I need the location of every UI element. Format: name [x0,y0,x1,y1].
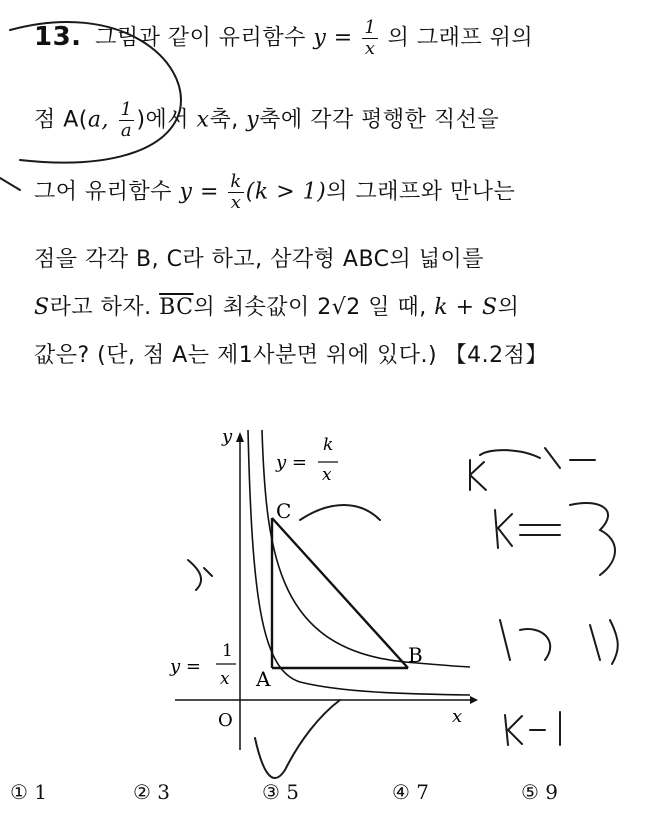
line3-fraction: $\frac{k}{x}$ [230,171,242,213]
line2-a-var: a, [87,107,109,133]
choice-4[interactable]: ④ 7 [392,780,430,804]
line2-text-b: )에서 [136,107,190,133]
point-a-label: A [256,667,271,691]
line2-x: x [196,107,210,133]
problem-line-3 [34,172,515,213]
line3-cond: (k > 1) [245,179,327,205]
line1-eq: y = [313,25,353,51]
curve-k-label-d: x [322,465,332,485]
graph-figure [0,400,646,820]
line1-text-a: 그림과 같이 유리함수 [95,25,306,51]
curve-k-label-prefix: y = [276,452,307,473]
x-axis-label: x [452,706,463,727]
line2-text-c: 축, [209,107,239,133]
y-axis-arrow [236,432,244,442]
line3-eq: y = [179,179,219,205]
curve-1-label-prefix: y = [170,656,201,677]
problem-line-5 [34,290,519,321]
line3-text-a: 그어 유리함수 [34,179,173,205]
point-b-label: B [408,643,423,667]
y-axis-label: y [222,426,233,447]
line5-expr: k + S [434,295,498,320]
line1-text-b: 의 그래프 위의 [387,25,534,51]
line5-text-a: 라고 하자. [49,295,152,320]
origin-label: O [218,710,233,731]
problem-line-6: 값은? (단, 점 A는 제1사분면 위에 있다.) 【4.2점】 [34,343,548,368]
line2-fraction: $\frac{1}{a}$ [120,99,133,141]
problem-line-2 [34,100,499,141]
curve-k-label-n: k [323,435,334,455]
line2-text-d: 축에 각각 평행한 직선을 [259,107,500,133]
scribble-mark-left [0,178,20,190]
line2-y: y [246,107,260,133]
line2-text-a: 점 A( [34,107,88,133]
problem-number: 13. [34,21,82,52]
line1-fraction: $\frac{1}{x}$ [364,17,377,59]
choice-2[interactable]: ② 3 [133,780,171,804]
line5-text-b: 의 최솟값이 2√2 일 때, [193,295,427,320]
segment-bc [272,518,408,668]
choice-3[interactable]: ③ 5 [262,780,300,804]
choice-1[interactable]: ① 1 [10,780,48,804]
point-c-label: C [276,499,292,523]
line5-bc: $\overline{BC}$ [159,295,194,320]
line5-s: S [34,295,50,320]
curve-1-label-d: x [220,669,230,689]
choice-5[interactable]: ⑤ 9 [521,780,559,804]
curve-1-label-n: 1 [222,641,233,661]
x-axis-arrow [470,696,478,704]
line5-text-c: 의 [497,295,520,320]
line3-text-b: 의 그래프와 만나는 [326,179,516,205]
problem-line-1 [34,18,533,59]
problem-line-4: 점을 각각 B, C라 하고, 삼각형 ABC의 넓이를 [34,247,485,272]
